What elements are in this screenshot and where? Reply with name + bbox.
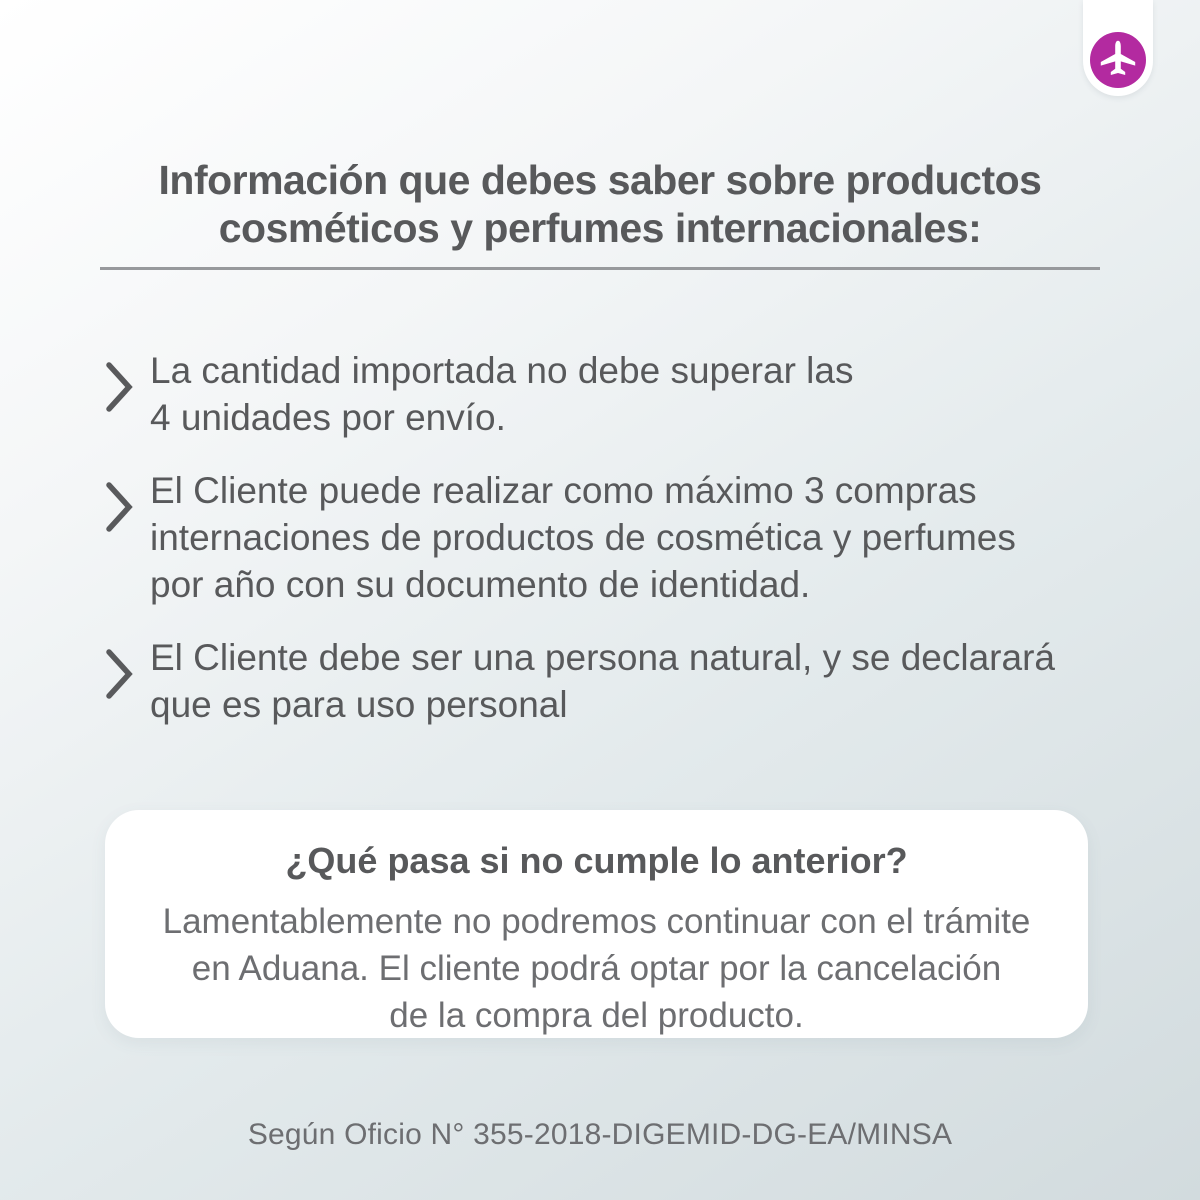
list-item-text-line: El Cliente puede realizar como máximo 3 compras [150,470,977,511]
chevron-right-icon [104,648,134,728]
title-divider [100,267,1100,270]
airplane-badge [1090,32,1146,88]
list-item-text [150,634,1055,728]
list-item-text-line: por año con su documento de identidad. [150,564,811,605]
warning-card-title: ¿Qué pasa si no cumple lo anterior? [285,840,908,881]
list-item-text-line: El Cliente debe ser una persona natural, y se declarará [150,637,1055,678]
list-item-text-line: 4 unidades por envío. [150,397,506,438]
page-title-line-1: Información que debes saber sobre productos [158,157,1042,203]
list-item [104,634,1104,728]
warning-card-body-line: en Aduana. El cliente podrá optar por la cancelación [191,949,1002,988]
brand-ribbon [1083,0,1153,96]
warning-card [105,810,1088,1038]
chevron-right-icon [104,481,134,608]
source-reference: Según Oficio N° 355-2018-DIGEMID-DG-EA/MINSA [247,1118,953,1151]
list-item [104,347,1104,441]
info-bullet-list [104,347,1104,754]
page-title-line-2: cosméticos y perfumes internacionales: [218,205,982,252]
list-item-text-line: que es para uso personal [150,684,568,725]
warning-card-body-line: de la compra del producto. [389,996,804,1035]
chevron-right-icon [104,361,134,441]
airplane-icon [1098,38,1138,83]
list-item-text [150,347,853,441]
list-item [104,467,1104,608]
warning-card-body [105,898,1088,1039]
list-item-text [150,467,1016,608]
warning-card-body-line: Lamentablemente no podremos continuar con el trámite [162,902,1031,941]
list-item-text-line: La cantidad importada no debe superar las [150,350,854,391]
page-title [0,156,1200,253]
list-item-text-line: internaciones de productos de cosmética y perfumes [150,517,1016,558]
